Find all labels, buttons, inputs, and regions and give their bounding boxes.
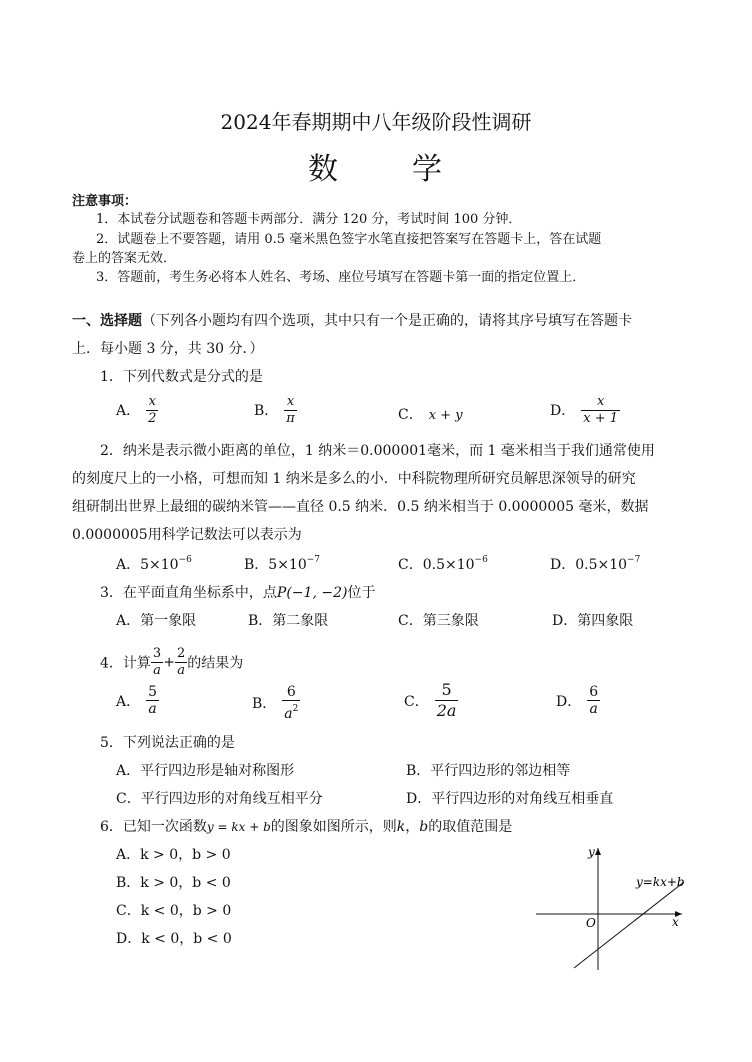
q6-option-a: A．k > 0，b > 0 [116,847,231,863]
section-1-desc-line-1: （下列各小题均有四个选项，其中只有一个是正确的，请将其序号填写在答题卡 [142,313,632,329]
q2-line-3: 组研制出世界上最细的碳纳米管——直径 0.5 纳米．0.5 纳米相当于 0.0000005 毫米，数据 [72,499,649,515]
q2-line-2: 的刻度尺上的一小格，可想而知 1 纳米是多么的小．中科院物理所研究员解思深领导的研究 [72,471,636,487]
q3-option-c: C．第三象限 [398,613,479,629]
q4-fraction-1: $\frac{3}{a}$ [152,646,162,678]
q5-option-d: D．平行四边形的对角线互相垂直 [406,791,614,807]
notice-item-3: 3．答题前，考生务必将本人姓名、考场、座位号填写在答题卡第一面的指定位置上． [96,270,586,285]
q5-stem: 5．下列说法正确的是 [100,735,235,751]
q4-option-d: D． $\frac{6}{a}$ [556,684,599,717]
q1-option-a: A． $\frac{x}{2}$ [116,394,157,426]
q4-fraction-2: $\frac{2}{a}$ [176,646,186,678]
q2-line-1: 2．纳米是表示微小距离的单位，1 纳米＝0.000001毫米，而 1 毫米相当于我们通常使用 [100,443,655,459]
q3-stem: 3．在平面直角坐标系中，点P(−1, −2)位于 [100,585,376,601]
section-1-desc-line-2: 上．每小题 3 分，共 30 分．） [72,341,264,357]
q6-graph [530,838,700,978]
q2-option-d: D．$0.5\times 10^{-7}$ [550,555,641,573]
section-1-intro [72,310,632,330]
notice-item-2-line-2: 卷上的答案无效． [72,251,177,266]
subject-char-1: 数 [308,152,340,187]
q5-option-c: C．平行四边形的对角线互相平分 [116,791,323,807]
q2-option-b: B．$5\times 10^{-7}$ [244,555,321,573]
q1-option-d: D． $\frac{x}{x + 1}$ [550,394,618,426]
q1-a-fraction: $\frac{x}{2}$ [148,394,157,426]
section-1-heading: 一、选择题 [72,313,142,329]
q1-b-fraction: $\frac{x}{\pi}$ [286,394,295,426]
x-axis-label: x [672,915,679,929]
q4-option-a: A． $\frac{5}{a}$ [116,684,158,717]
y-axis-arrow [595,848,601,855]
q1-stem: 1．下列代数式是分式的是 [100,369,263,385]
q3-option-a: A．第一象限 [116,613,197,629]
q2-option-a: A．$5\times 10^{-6}$ [116,555,192,573]
q5-option-a: A．平行四边形是轴对称图形 [116,763,295,779]
q6-function: y = kx + b [206,820,271,834]
q4-option-c: C． $\frac{5}{2a}$ [404,680,457,720]
notice-item-2-line-1: 2．试题卷上不要答题，请用 0.5 毫米黑色签字水笔直接把答案写在答题卡上，答在试题 [96,232,602,247]
notice-item-1: 1．本试卷分试题卷和答题卡两部分．满分 120 分，考试时间 100 分钟． [96,212,522,227]
q2-line-4: 0.0000005用科学记数法可以表示为 [72,527,302,543]
q3-option-d: D．第四象限 [552,613,634,629]
q6-stem: 6．已知一次函数y = kx + b的图象如图所示，则k，b的取值范围是 [100,819,513,835]
q6-option-c: C．k < 0，b > 0 [116,903,232,919]
q3-point: P(−1, −2) [276,585,348,601]
q6-option-b: B．k > 0，b < 0 [116,875,231,891]
q5-option-b: B．平行四边形的邻边相等 [406,763,571,779]
q6-option-d: D．k < 0，b < 0 [116,931,232,947]
subject-title [0,144,752,188]
exam-title: 2024年春期期中八年级阶段性调研 [220,110,532,134]
origin-label: O [586,916,596,930]
q2-option-c: C．$0.5\times 10^{-6}$ [398,555,488,573]
y-axis-label: y [588,845,595,859]
q1-option-c: C． x + y [398,407,463,423]
subject-char-2: 学 [412,152,444,187]
notice-heading: 注意事项： [72,194,138,209]
q1-option-b: B． $\frac{x}{\pi}$ [254,394,295,426]
q3-option-b: B．第二象限 [248,613,329,629]
q4-stem: 4．计算 $\frac{3}{a}$ + $\frac{2}{a}$ 的结果为 [100,646,244,678]
q1-d-fraction: $\frac{x}{x + 1}$ [583,394,618,426]
q4-option-b: B． $\frac{6}{a^2}$ [252,684,299,722]
line-label: y=kx+b [636,875,685,889]
